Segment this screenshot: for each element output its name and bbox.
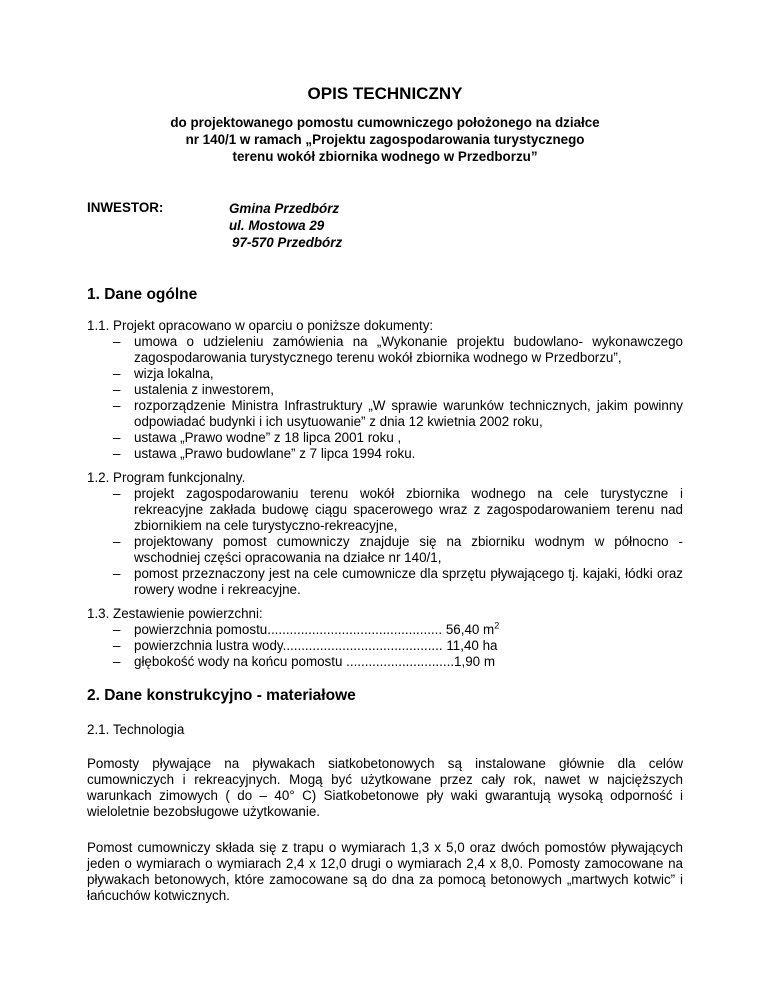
document-subtitle [87,114,683,165]
area-row [87,654,683,670]
structure-paragraph: Pomost cumowniczy składa się z trapu o wymiarach 1,3 x 5,0 oraz dwóch pomostów pływających jeden o wymiarach o wymiarach 2,4 x 12,0 drugi o wymiarach 2,4 x 8,0. Pomosty zamocowane na pływakach betonowych, które zamocowane są do dna za pomocą betonowych „martwych kotwic” i łańcuchów kotwicznych. [87,840,683,903]
investor-street: ul. Mostowa 29 [229,218,325,233]
list-item: – projekt zagospodarowaniu terenu wokół zbiornika wodnego na cele turystyczne i rekreacyjne zakłada budowę ciągu spacerowego wraz z zagospodarowaniem terenu nad zbiornikiem na cele turystyczno-rekreacyjne, [87,486,683,534]
area-label: głębokość wody na końcu pomostu ............................. [134,654,455,669]
area-label: powierzchnia lustra wody........................................... [134,638,443,653]
investor-name: Gmina Przedbórz [229,201,340,216]
area-row [87,622,683,638]
subsection-1-2-title: 1.2. Program funkcjonalny. [87,470,246,485]
list-item: – ustawa „Prawo wodne” z 18 lipca 2001 roku , [87,430,683,446]
list-item: – rozporządzenie Ministra Infrastruktury „W sprawie warunków technicznych, jakim powinny odpowiadać budynki i ich usytuowanie” z dnia 12 kwietnia 2002 roku, [87,398,683,430]
area-row [87,638,683,654]
subsection-1-1-title: 1.1. Projekt opracowano w oparciu o poniższe dokumenty: [87,318,434,333]
section-1-heading: 1. Dane ogólne [87,286,198,303]
investor-label: INWESTOR: [87,200,164,215]
document-title: OPIS TECHNICZNY [307,84,463,103]
list-item: – ustalenia z inwestorem, [87,382,683,398]
area-value: 1,90 m [454,654,495,669]
list-item: – ustawa „Prawo budowlane” z 7 lipca 1994 roku. [87,446,683,462]
list-item: – pomost przeznaczony jest na cele cumownicze dla sprzętu pływającego tj. kajaki, łódki oraz rowery wodne i rekreacyjne. [87,566,683,598]
investor-address [229,200,342,251]
list-item: – umowa o udzieleniu zamówienia na „Wykonanie projektu budowlano- wykonawczego zagospodarowania turystycznego terenu wokół zbiornika wodnego w Przedborzu”, [87,334,683,366]
subtitle-line: do projektowanego pomostu cumowniczego położonego na działce [170,115,600,130]
list-item: – wizja lokalna, [87,366,683,382]
section-2-heading: 2. Dane konstrukcyjno - materiałowe [87,687,356,704]
documents-list [87,334,683,462]
list-item: – projektowany pomost cumowniczy znajduje się na zbiorniku wodnym w północno - wschodniej części opracowania na działce nr 140/1, [87,534,683,566]
subtitle-line: terenu wokół zbiornika wodnego w Przedborzu” [232,149,538,164]
area-value: 56,40 m [445,622,495,637]
investor-city: 97-570 Przedbórz [232,235,343,250]
area-summary-list [87,622,683,670]
subtitle-line: nr 140/1 w ramach „Projektu zagospodarowania turystycznego [185,132,585,147]
subsection-1-3-title: 1.3. Zestawienie powierzchni: [87,606,263,621]
subsection-2-1-title: 2.1. Technologia [87,722,185,737]
technology-paragraph: Pomosty pływające na pływakach siatkobetonowych są instalowane głównie dla celów cumowniczych i rekreacyjnych. Mogą być użytkowane przez cały rok, nawet w najcięższych warunkach zimowych ( do – 40° C) Siatkobetonowe pły waki gwarantują wysoką odporność i wieloletnie bezobsługowe użytkowanie. [87,756,683,819]
program-list [87,486,683,598]
area-unit-exponent: 2 [494,620,500,631]
area-value: 11,40 ha [446,638,498,653]
area-label: powierzchnia pomostu............................................... [134,622,443,637]
